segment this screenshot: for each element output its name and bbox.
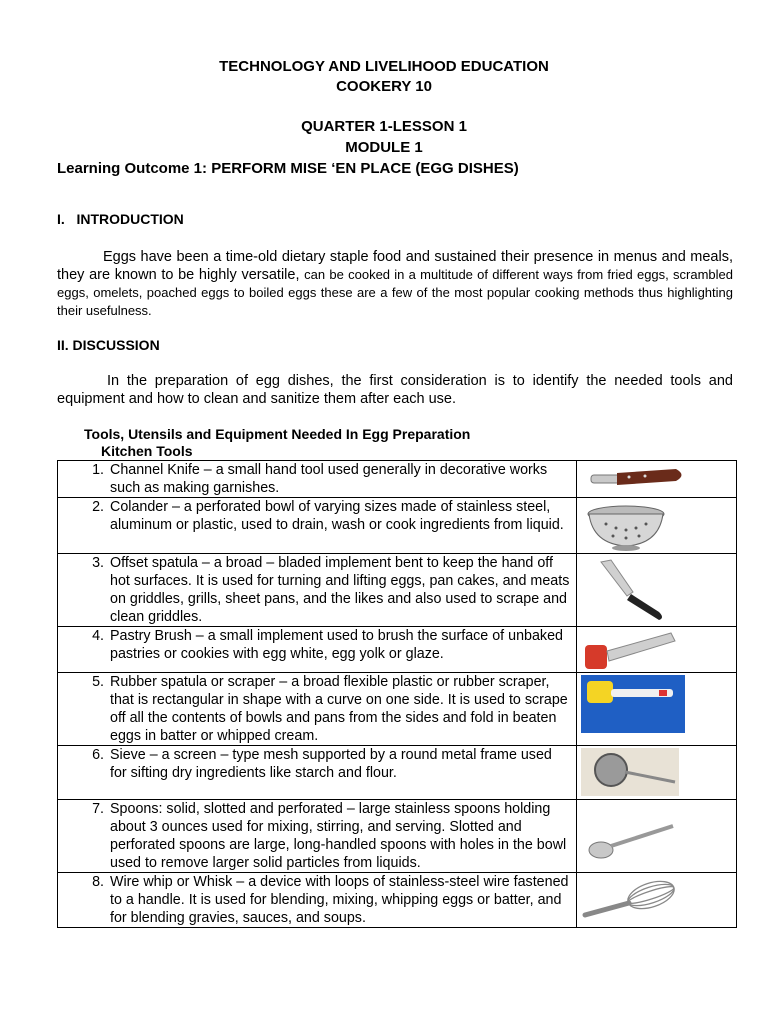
- offset-spatula-icon: [581, 556, 681, 622]
- table-row: [58, 554, 737, 627]
- discussion-heading: II. DISCUSSION: [57, 337, 160, 353]
- item-number: 8.: [92, 874, 104, 890]
- item-number: 5.: [92, 674, 104, 690]
- item-description: Channel Knife – a small hand tool used generally in decorative works such as making garnishes.: [110, 462, 548, 496]
- item-description: Offset spatula – a broad – bladed implement bent to keep the hand off hot surfaces. It is used for turning and lifting eggs, pan cakes, and meats on griddles, grills, sheet pans, and the likes and also used to scrape and clean griddles.: [110, 555, 570, 625]
- tools-table: [57, 460, 737, 928]
- item-description: Rubber spatula or scraper – a broad flexible plastic or rubber scraper, that is rectangular in shape with a curve on one side. It is used to scrape off all the contents of bowls and pans from the sides and fold in beaten eggs in batter or whipped cream.: [110, 674, 568, 744]
- item-description: Colander – a perforated bowl of varying sizes made of stainless steel, aluminum or plastic, used to drain, wash or cook ingredients from liquid.: [110, 499, 564, 533]
- whisk-icon: [581, 875, 681, 923]
- introduction-heading: I. INTRODUCTION: [57, 211, 184, 227]
- tools-section-title: Tools, Utensils and Equipment Needed In Egg Preparation: [84, 426, 471, 442]
- sieve-icon: [581, 748, 681, 798]
- spoon-icon: [581, 802, 681, 868]
- item-number: 2.: [92, 499, 104, 515]
- table-row: [58, 800, 737, 873]
- item-number: 7.: [92, 801, 104, 817]
- pastry-brush-icon: [581, 629, 681, 673]
- rubber-spatula-icon: [581, 675, 687, 737]
- item-description: Pastry Brush – a small implement used to brush the surface of unbaked pastries or cookies with egg white, egg yolk or glaze.: [110, 628, 563, 662]
- discussion-paragraph: In the preparation of egg dishes, the first consideration is to identify the needed tools and equipment and how to clean and sanitize them after each use.: [57, 373, 733, 407]
- lesson-title: QUARTER 1-LESSON 1: [301, 118, 467, 135]
- item-number: 4.: [92, 628, 104, 644]
- table-row: [58, 873, 737, 928]
- course-title: COOKERY 10: [336, 78, 432, 95]
- learning-outcome: Learning Outcome 1: PERFORM MISE ‘EN PLACE (EGG DISHES): [57, 160, 519, 177]
- table-row: [58, 673, 737, 746]
- channel-knife-icon: [581, 463, 691, 493]
- introduction-text-b: can be cooked in a multitude of different ways from fried eggs, scrambled eggs, omelets, poached eggs to boiled eggs these are a few of the most popular cooking methods thus highlighting their usefulness.: [57, 267, 734, 318]
- subject-title: TECHNOLOGY AND LIVELIHOOD EDUCATION: [219, 58, 549, 75]
- kitchen-tools-subtitle: Kitchen Tools: [101, 443, 193, 459]
- item-description: Sieve – a screen – type mesh supported by a round metal frame used for sifting dry ingredients like starch and flour.: [110, 747, 552, 781]
- table-row: [58, 746, 737, 800]
- introduction-text-a: Eggs have been a time-old dietary staple food and sustained their presence in menus and meals, they are known to be highly versatile,: [57, 249, 733, 283]
- introduction-paragraph: [57, 248, 733, 320]
- table-row: [58, 627, 737, 673]
- table-row: [58, 498, 737, 554]
- item-number: 1.: [92, 462, 104, 478]
- module-title: MODULE 1: [345, 139, 423, 156]
- item-number: 6.: [92, 747, 104, 763]
- item-description: Wire whip or Whisk – a device with loops of stainless-steel wire fastened to a handle. It is used for blending, mixing, whipping eggs or batter, and for blending gravies, sauces, and soups.: [110, 874, 569, 926]
- table-row: [58, 461, 737, 498]
- item-number: 3.: [92, 555, 104, 571]
- colander-icon: [581, 500, 671, 552]
- item-description: Spoons: solid, slotted and perforated – large stainless spoons holding about 3 ounces used for mixing, stirring, and serving. Slotted and perforated spoons are large, long-handled spoons with holes in the bowl used to remove larger solid particles from liquids.: [110, 801, 567, 871]
